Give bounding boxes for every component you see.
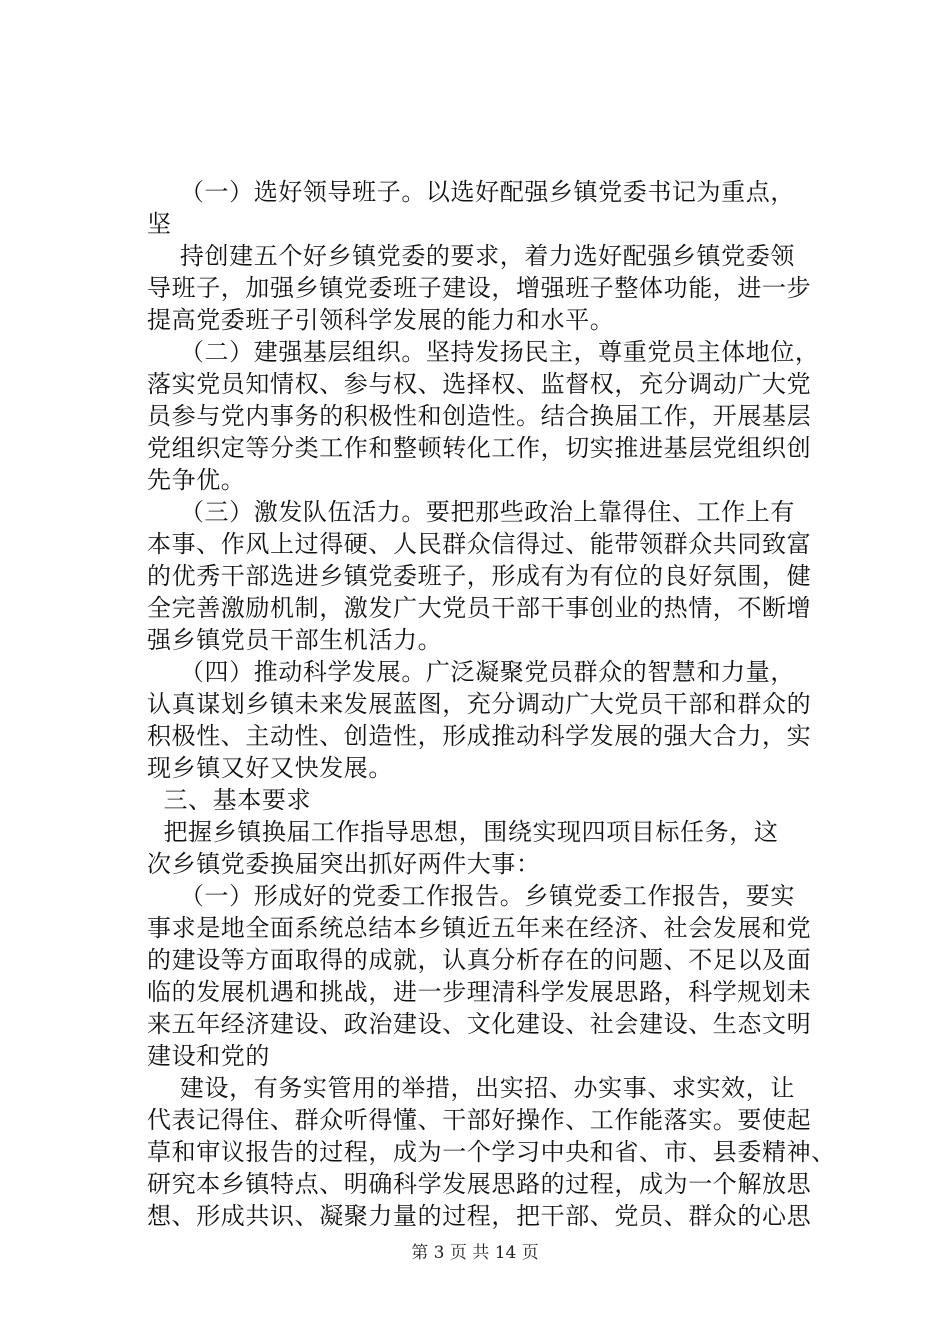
document-body	[147, 176, 837, 1232]
text-line: 的建设等方面取得的成就，认真分析存在的问题、不足以及面	[147, 946, 812, 974]
text-line: 积极性、主动性、创造性，形成推动科学发展的强大合力，实	[147, 722, 812, 750]
text-line: 草和审议报告的过程，成为一个学习中央和省、市、县委精神、	[147, 1138, 836, 1166]
text-line: 本事、作风上过得硬、人民群众信得过、能带领群众共同致富	[147, 530, 812, 558]
text-line: 研究本乡镇特点、明确科学发展思路的过程，成为一个解放思	[147, 1170, 812, 1198]
text-line: 员参与党内事务的积极性和创造性。结合换届工作，开展基层	[147, 402, 812, 430]
text-line: 次乡镇党委换届突出抓好两件大事：	[147, 850, 541, 878]
text-line: 建设和党的	[147, 1042, 270, 1070]
text-line: 全完善激励机制，激发广大党员干部干事创业的热情，不断增	[147, 594, 812, 622]
text-line: （一）选好领导班子。以选好配强乡镇党委书记为重点，	[147, 178, 795, 206]
text-line: 想、形成共识、凝聚力量的过程，把干部、党员、群众的心思	[147, 1202, 812, 1230]
text-line: （一）形成好的党委工作报告。乡镇党委工作报告，要实	[147, 882, 795, 910]
text-line: 党组织定等分类工作和整顿转化工作，切实推进基层党组织创	[147, 434, 812, 462]
text-line: （四）推动科学发展。广泛凝聚党员群众的智慧和力量，	[147, 658, 795, 686]
text-line: 代表记得住、群众听得懂、干部好操作、工作能落实。要使起	[147, 1106, 812, 1134]
page-number-footer: 第 3 页 共 14 页	[411, 1243, 539, 1263]
text-line: 持创建五个好乡镇党委的要求，着力选好配强乡镇党委领	[147, 242, 795, 270]
text-line: 强乡镇党员干部生机活力。	[147, 626, 443, 654]
text-line: 现乡镇又好又快发展。	[147, 754, 393, 782]
text-line: 提高党委班子引领科学发展的能力和水平。	[147, 306, 615, 334]
text-line: 把握乡镇换届工作指导思想，围绕实现四项目标任务，这	[147, 818, 779, 846]
text-line: 坚	[147, 210, 172, 238]
text-line: 临的发展机遇和挑战，进一步理清科学发展思路，科学规划未	[147, 978, 812, 1006]
text-line: 认真谋划乡镇未来发展蓝图，充分调动广大党员干部和群众的	[147, 690, 812, 718]
text-line: 落实党员知情权、参与权、选择权、监督权，充分调动广大党	[147, 370, 812, 398]
text-line: 的优秀干部选进乡镇党委班子，形成有为有位的良好氛围，健	[147, 562, 812, 590]
text-line: 来五年经济建设、政治建设、文化建设、社会建设、生态文明	[147, 1010, 812, 1038]
text-line: 三、基本要求	[147, 786, 312, 814]
text-line: 先争优。	[147, 466, 246, 494]
text-line: 建设，有务实管用的举措，出实招、办实事、求实效，让	[147, 1074, 795, 1102]
text-line: 导班子，加强乡镇党委班子建设，增强班子整体功能，进一步	[147, 274, 812, 302]
text-line: 事求是地全面系统总结本乡镇近五年来在经济、社会发展和党	[147, 914, 812, 942]
text-line: （三）激发队伍活力。要把那些政治上靠得住、工作上有	[147, 498, 795, 526]
text-line: （二）建强基层组织。坚持发扬民主，尊重党员主体地位，	[147, 338, 820, 366]
